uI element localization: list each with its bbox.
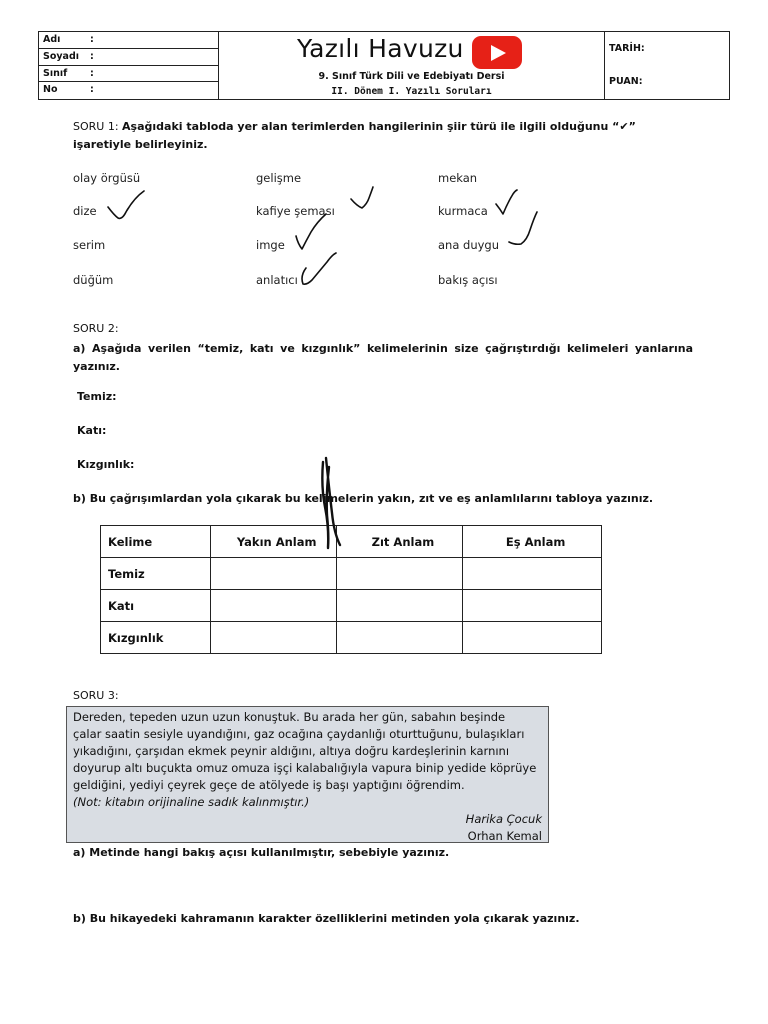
question-2-label: SORU 2: bbox=[73, 322, 119, 335]
word-kizginlik-label: Kızgınlık: bbox=[77, 458, 135, 471]
table-row bbox=[101, 558, 602, 590]
term-gelisme: gelişme bbox=[256, 171, 302, 185]
question-3b-text: b) Bu hikayedeki kahramanın karakter özelliklerini metinden yola çıkarak yazınız. bbox=[73, 912, 580, 925]
answer-cell[interactable] bbox=[210, 590, 336, 622]
answer-cell[interactable] bbox=[336, 590, 463, 622]
question-2a-text: a) Aşağıda verilen “temiz, katı ve kızgınlık” kelimelerinin size çağrıştırdığı kelimeleri yanlarına yazınız. bbox=[73, 342, 693, 373]
passage-note: (Not: kitabın orijinaline sadık kalınmıştır.) bbox=[73, 795, 310, 809]
term-mekan: mekan bbox=[438, 171, 478, 185]
number-field[interactable]: No : bbox=[43, 84, 94, 96]
question-3-label: SORU 3: bbox=[73, 689, 119, 702]
passage-line: yıkadığını, çarşıdan ekmek peynir aldığını, altıya doğru kardeşlerinin karnını bbox=[73, 744, 510, 758]
header-es-anlam: Eş Anlam bbox=[463, 526, 602, 558]
question-2b-text: b) Bu çağrışımlardan yola çıkarak bu kelimelerin yakın, zıt ve eş anlamlılarını tabloya yazınız. bbox=[73, 492, 654, 505]
exam-header bbox=[38, 31, 730, 100]
word-temiz-label: Temiz: bbox=[77, 390, 117, 403]
term-dugum: düğüm bbox=[73, 273, 114, 287]
class-label: Sınıf bbox=[43, 67, 68, 79]
author-name: Orhan Kemal bbox=[467, 829, 542, 843]
answer-cell[interactable] bbox=[463, 622, 602, 654]
term-imge: imge bbox=[256, 238, 285, 252]
row-word-temiz: Temiz bbox=[101, 558, 211, 590]
answer-cell[interactable] bbox=[210, 558, 336, 590]
table-row bbox=[101, 590, 602, 622]
checkmark-ana-duygu bbox=[509, 212, 537, 244]
surname-label: Soyadı bbox=[43, 50, 80, 62]
question-3a-text: a) Metinde hangi bakış açısı kullanılmıştır, sebebiyle yazınız. bbox=[73, 846, 450, 859]
question-1-label: SORU 1: bbox=[73, 120, 119, 133]
brand-title: Yazılı Havuzu bbox=[297, 34, 464, 63]
term-olay-orgusu: olay örgüsü bbox=[73, 171, 141, 185]
term-ana-duygu: ana duygu bbox=[438, 238, 500, 252]
header-yakin-anlam: Yakın Anlam bbox=[210, 526, 336, 558]
story-passage bbox=[66, 706, 549, 843]
table-header-row bbox=[101, 526, 602, 558]
word-kati-label: Katı: bbox=[77, 424, 107, 437]
title-box bbox=[219, 32, 604, 99]
answer-cell[interactable] bbox=[336, 622, 463, 654]
student-info-box bbox=[39, 32, 219, 99]
term-kurmaca: kurmaca bbox=[438, 204, 488, 218]
row-word-kizginlik: Kızgınlık bbox=[101, 622, 211, 654]
header-kelime: Kelime bbox=[101, 526, 211, 558]
answer-cell[interactable] bbox=[336, 558, 463, 590]
checkmark-dize bbox=[108, 191, 144, 218]
question-1-text: Aşağıdaki tabloda yer alan terimlerden hangilerinin şiir türü ile ilgili olduğunu “✔” işaretiyle belirleyiniz. bbox=[73, 120, 636, 151]
answer-cell[interactable] bbox=[210, 622, 336, 654]
question-1 bbox=[73, 118, 673, 154]
passage-line: Dereden, tepeden uzun uzun konuştuk. Bu arada her gün, sabahın beşinde bbox=[73, 710, 506, 724]
checkmark-imge bbox=[296, 214, 326, 249]
score-label: PUAN: bbox=[609, 76, 643, 87]
term-bakis-acisi: bakış açısı bbox=[438, 273, 498, 287]
name-field[interactable]: Adı : bbox=[39, 32, 218, 49]
class-field[interactable]: Sınıf : bbox=[39, 66, 218, 83]
youtube-play-icon bbox=[472, 36, 522, 69]
checkmark-kafiye-semasi bbox=[351, 187, 373, 208]
number-label: No bbox=[43, 84, 58, 96]
passage-line: çalar saatin sesiyle uyandığını, gaz ocağına çaydanlığı oturttuğunu, bulaşıkları bbox=[73, 727, 525, 741]
header-zit-anlam: Zıt Anlam bbox=[336, 526, 463, 558]
term-kafiye-semasi: kafiye şeması bbox=[256, 204, 335, 218]
surname-field[interactable]: Soyadı : bbox=[39, 49, 218, 66]
date-score-box bbox=[604, 32, 729, 99]
exam-subtitle: II. Dönem I. Yazılı Soruları bbox=[331, 86, 492, 97]
term-anlatici: anlatıcı bbox=[256, 273, 298, 287]
row-word-kati: Katı bbox=[101, 590, 211, 622]
term-dize: dize bbox=[73, 204, 97, 218]
term-serim: serim bbox=[73, 238, 106, 252]
course-subtitle: 9. Sınıf Türk Dili ve Edebiyatı Dersi bbox=[318, 71, 505, 82]
passage-line: geldiğini, yediyi çeyrek geçe de atölyede iş başı yaptığını öğrendim. bbox=[73, 778, 465, 792]
checkmark-kurmaca bbox=[496, 190, 517, 214]
meaning-table bbox=[100, 525, 602, 654]
checkmark-anlatici bbox=[302, 253, 336, 284]
answer-cell[interactable] bbox=[463, 590, 602, 622]
book-title: Harika Çocuk bbox=[465, 812, 542, 826]
date-label: TARİH: bbox=[609, 43, 645, 54]
answer-cell[interactable] bbox=[463, 558, 602, 590]
table-row bbox=[101, 622, 602, 654]
passage-line: doyurup altı buçukta omuz omuza işçi kalabalığıyla vapura binip yedide köprüye bbox=[73, 761, 537, 775]
name-label: Adı bbox=[43, 34, 61, 45]
